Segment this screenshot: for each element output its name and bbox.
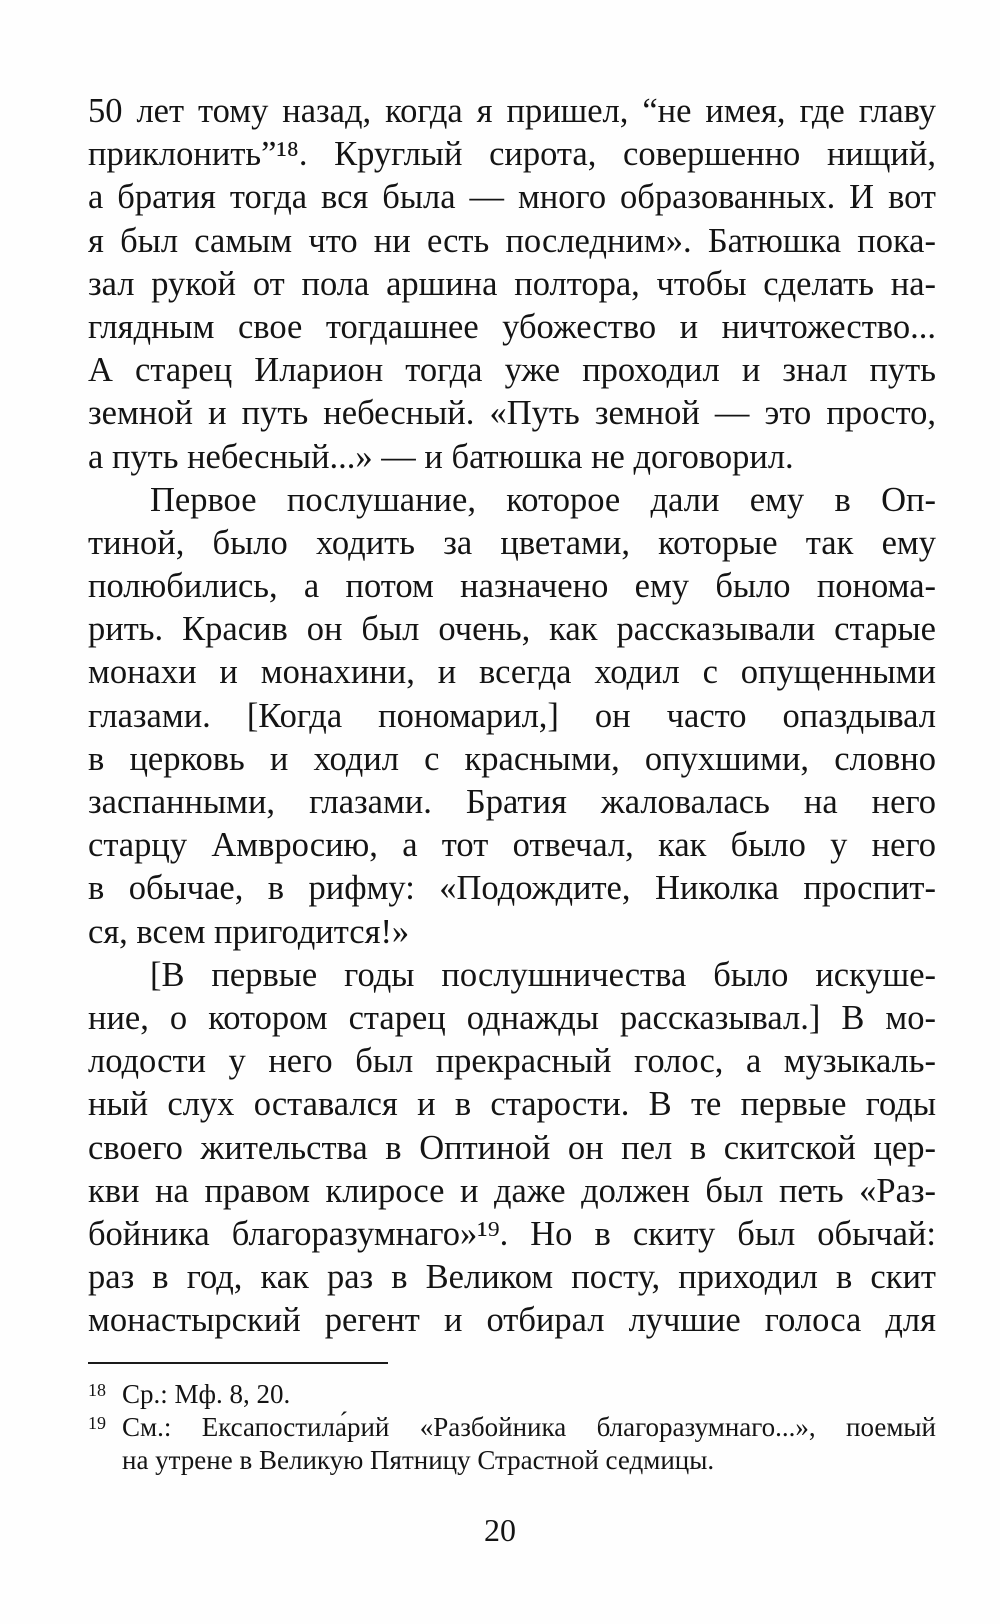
text-line: полюбились, а потом назначено ему было понома- <box>88 567 936 606</box>
text-line: 50 лет тому назад, когда я пришел, “не имея, где главу <box>88 92 936 130</box>
text-line: в церковь и ходил с красными, опухшими, словно <box>88 739 936 778</box>
footnote-18 <box>88 1378 936 1411</box>
text-line: рить. Красив он был очень, как рассказывали старые <box>88 610 936 649</box>
text-line: заспанными, глазами. Братия жаловалась на него <box>88 783 936 821</box>
paragraph-end-line: а путь небесный...» — и батюшка не договорил. <box>88 437 794 476</box>
footnote-text: Ср.: Мф. 8, 20. <box>122 1379 291 1409</box>
text-line: зал рукой от пола аршина полтора, чтобы сделать на- <box>88 264 936 303</box>
footnote-number: 18 <box>88 1380 106 1400</box>
paragraph-start-line: Первое послушание, которое дали ему в Оп- <box>150 480 936 519</box>
text-line: кви на правом клиросе и даже должен был петь «Раз- <box>88 1171 936 1210</box>
text-line: своего жительства в Оптиной он пел в скитской цер- <box>88 1128 936 1167</box>
footnote-separator <box>88 1362 388 1364</box>
text-line: в обычае, в рифму: «Подождите, Николка проспит- <box>88 869 936 908</box>
text-line: а братия тогда вся была — много образованных. И вот <box>88 178 936 217</box>
text-line: раз в год, как раз в Великом посту, приходил в скит <box>88 1258 936 1297</box>
paragraph-end-line: ся, всем пригодится!» <box>88 912 410 951</box>
text-line: земной и путь небесный. «Путь земной — это просто, <box>88 394 936 433</box>
footnote-19 <box>88 1411 936 1477</box>
text-line: приклонить”¹⁸. Круглый сирота, совершенно нищий, <box>88 135 936 174</box>
text-line: бойника благоразумнаго»¹⁹. Но в скиту был обычай: <box>88 1214 936 1253</box>
footnote-text: на утрене в Великую Пятницу Страстной седмицы. <box>122 1445 715 1475</box>
text-line: я был самым что ни есть последним». Батюшка пока- <box>88 221 936 260</box>
paragraph-start-line: [В первые годы послушничества было искуше- <box>150 955 936 994</box>
text-line: глазами. [Когда пономарил,] он часто опаздывал <box>88 696 936 735</box>
text-line: глядным свое тогдашнее убожество и ничтожество... <box>88 307 936 346</box>
text-line: А старец Иларион тогда уже проходил и знал путь <box>88 351 936 390</box>
body-text <box>88 90 936 1342</box>
text-line: монастырский регент и отбирал лучшие голоса для <box>88 1301 936 1340</box>
text-line: ние, о котором старец однажды рассказывал.] В мо- <box>88 998 936 1037</box>
text-line: лодости у него был прекрасный голос, а музыкаль- <box>88 1042 936 1081</box>
footnote-number: 19 <box>88 1413 106 1433</box>
text-line: ный слух оставался и в старости. В те первые годы <box>88 1085 936 1124</box>
text-line: старцу Амвросию, а тот отвечал, как было у него <box>88 826 936 865</box>
footnotes <box>88 1378 936 1477</box>
text-line: тиной, было ходить за цветами, которые так ему <box>88 523 936 562</box>
page-number: 20 <box>484 1512 516 1548</box>
footnote-text: См.: Ексапостила́рий «Разбойника благоразумнаго...», поемый <box>122 1412 936 1442</box>
text-line: монахи и монахини, и всегда ходил с опущенными <box>88 653 936 692</box>
